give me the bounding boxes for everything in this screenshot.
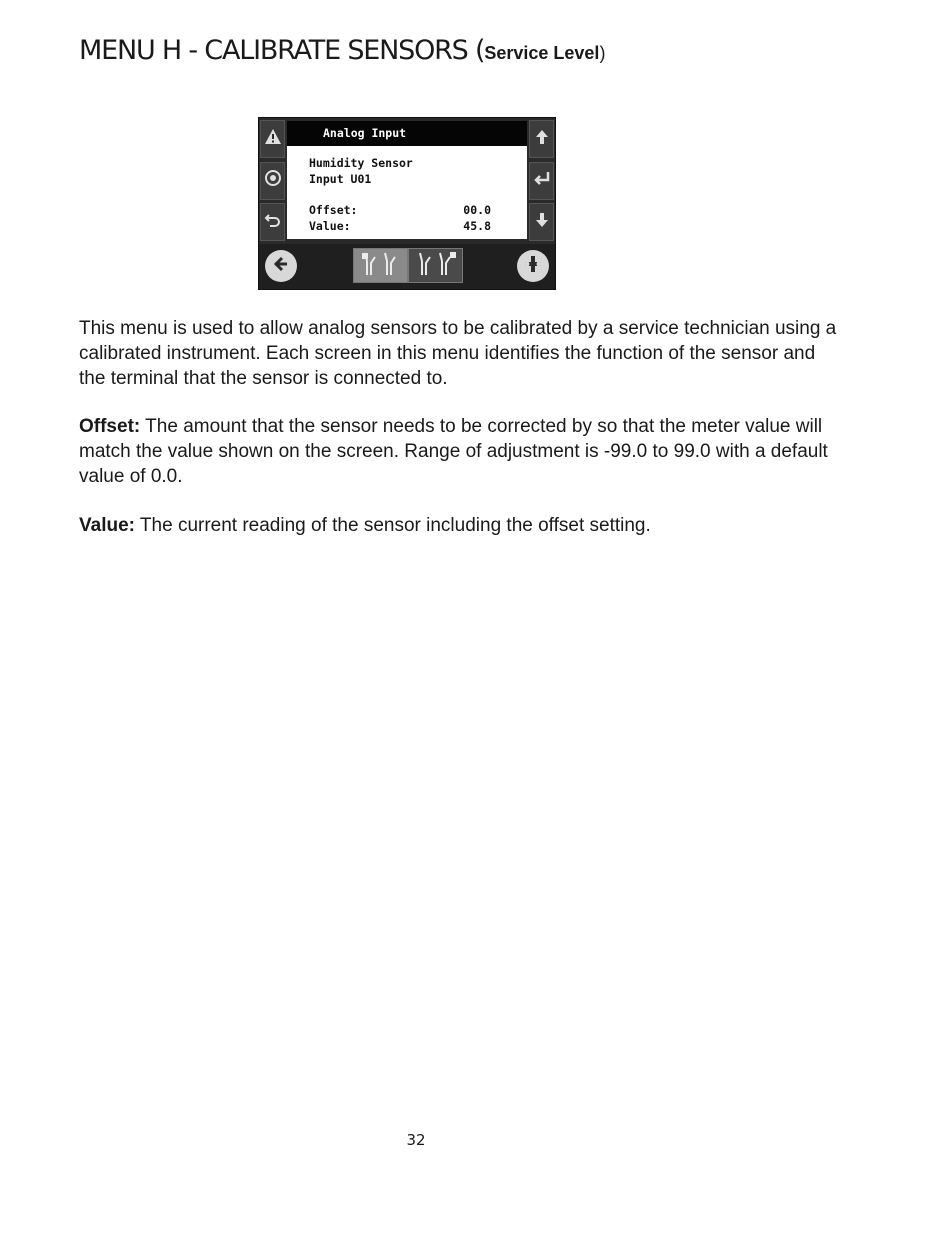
lcd-screen xyxy=(287,121,527,239)
lcd-offset-label: Offset: xyxy=(309,203,358,217)
arrow-down-icon xyxy=(533,211,551,234)
down-button[interactable] xyxy=(529,203,554,241)
enter-button[interactable] xyxy=(529,162,554,200)
controller-display-image xyxy=(258,117,556,290)
offset-term: Offset: xyxy=(79,416,141,437)
intro-text: This menu is used to allow analog sensors to be calibrated by a service technician using a calibrated instrument. Each screen in this menu identifies the function of the sensor and the terminal that the sensor is connected to. xyxy=(79,318,837,389)
arrow-up-icon xyxy=(533,128,551,151)
target-icon xyxy=(264,169,282,192)
offset-description: The amount that the sensor needs to be corrected by so that the meter value will match the value shown on the screen. Range of adjustment is -99.0 to 99.0 with a default value of 0.0. xyxy=(79,416,828,487)
page-title xyxy=(79,30,605,71)
network-button[interactable] xyxy=(517,250,549,282)
value-term: Value: xyxy=(79,515,135,536)
arrow-left-icon xyxy=(271,254,291,279)
gesture-panel-left xyxy=(353,248,408,283)
network-icon xyxy=(523,254,543,279)
lcd-value-reading: 45.8 xyxy=(463,219,491,233)
undo-button[interactable] xyxy=(260,203,285,241)
page-number: 32 xyxy=(406,1131,426,1149)
hand-gestures-icon xyxy=(357,249,405,282)
lcd-input-terminal: Input U01 xyxy=(309,172,372,186)
right-button-column xyxy=(529,120,554,241)
offset-paragraph xyxy=(79,414,839,489)
value-description: The current reading of the sensor including the offset setting. xyxy=(134,515,651,536)
warning-button[interactable] xyxy=(260,120,285,158)
page-title-close: ) xyxy=(599,43,606,63)
gesture-panel[interactable] xyxy=(353,248,463,283)
page-title-sub: Service Level xyxy=(484,43,600,63)
target-button[interactable] xyxy=(260,162,285,200)
bottom-button-bar xyxy=(259,244,555,289)
lcd-offset-value: 00.0 xyxy=(463,203,491,217)
undo-icon xyxy=(264,211,282,234)
hand-gestures-icon xyxy=(412,249,460,282)
lcd-sensor-name: Humidity Sensor xyxy=(309,156,413,170)
back-button[interactable] xyxy=(265,250,297,282)
intro-paragraph xyxy=(79,316,839,391)
enter-icon xyxy=(533,169,551,192)
up-button[interactable] xyxy=(529,120,554,158)
lcd-value-label: Value: xyxy=(309,219,351,233)
value-paragraph xyxy=(79,513,839,538)
gesture-panel-right xyxy=(408,248,463,283)
lcd-header: Analog Input xyxy=(287,121,527,146)
page-title-main: MENU H - CALIBRATE SENSORS ( xyxy=(79,35,485,66)
warning-icon xyxy=(264,128,282,151)
left-button-column xyxy=(260,120,285,241)
